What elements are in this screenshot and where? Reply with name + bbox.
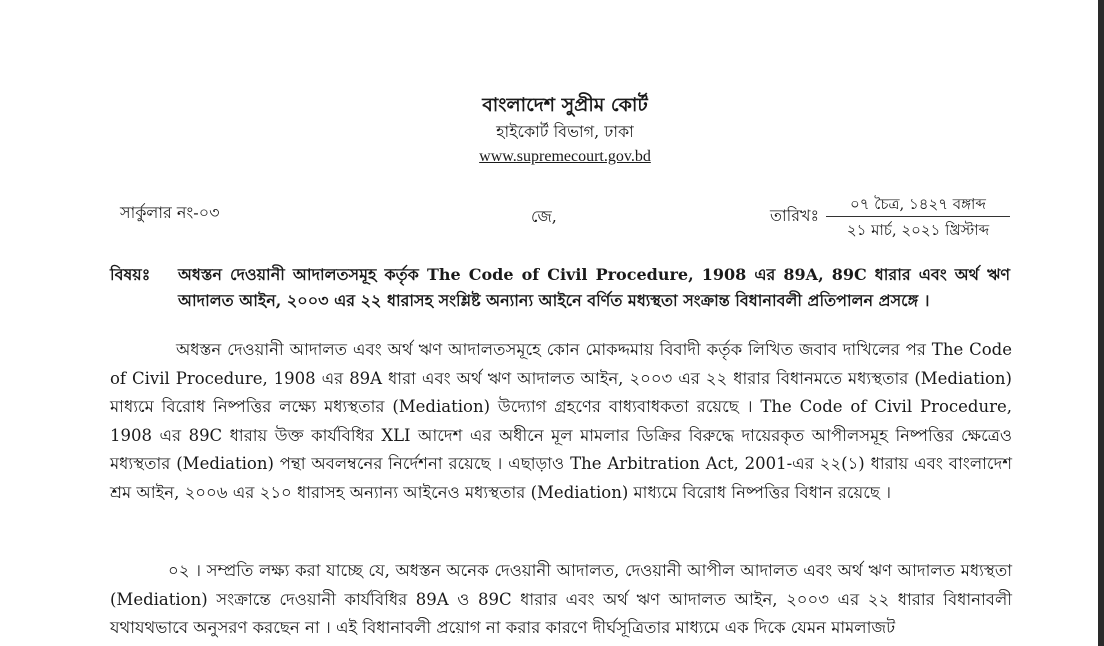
date-bangla: ০৭ চৈত্র, ১৪২৭ বঙ্গাব্দ — [826, 192, 1010, 217]
subject-block — [110, 262, 1010, 314]
subject-text: অধস্তন দেওয়ানী আদালতসমূহ কর্তৃক The Code of Civil Procedure, 1908 এর 89A, 89C ধারার এবং অর্থ ঋণ আদালত আইন, ২০০৩ এর ২২ ধারাসহ সংশ্লিষ্ট অন্যান্য আইনে বর্ণিত মধ্যস্থতা সংক্রান্ত বিধানাবলী প্রতিপালন প্রসঙ্গে । — [178, 265, 1010, 310]
date-label: তারিখঃ — [770, 206, 820, 225]
date-block — [826, 192, 1010, 243]
division-name: হাইকোর্ট বিভাগ, ঢাকা — [496, 122, 634, 141]
subject-label: বিষয়ঃ — [110, 265, 151, 284]
website-link[interactable]: www.supremecourt.gov.bd — [479, 148, 651, 165]
body-paragraph-2: ০২ । সম্প্রতি লক্ষ্য করা যাচ্ছে যে, অধস্তন অনেক দেওয়ানী আদালত, দেওয়ানী আপীল আদালত এবং অর্থ ঋণ আদালত মধ্যস্থতা (Mediation) সংক্রান্তে দেওয়ানী কার্যবিধির 89A ও 89C ধারার এবং অর্থ ঋণ আদালত আইন, ২০০৩ এর ২২ ধারার বিধানাবলী যথাযথভাবে অনুসরণ করছেন না । এই বিধানাবলী প্রয়োগ না করার কারণে দীর্ঘসূত্রিতার মাধ্যমে এক দিকে যেমন মামলাজট — [110, 561, 1012, 637]
date-gregorian: ২১ মার্চ, ২০২১ খ্রিস্টাব্দ — [846, 221, 990, 239]
body-paragraph-1: অধস্তন দেওয়ানী আদালত এবং অর্থ ঋণ আদালতসমূহে কোন মোকদ্দমায় বিবাদী কর্তৃক লিখিত জবাব দাখিলের পর The Code of Civil Procedure, 1908 এর 89A ধারা এবং অর্থ ঋণ আদালত আইন, ২০০৩ এর ২২ ধারার বিধানমতে মধ্যস্থতার (Mediation) মাধ্যমে বিরোধ নিষ্পত্তির লক্ষ্যে মধ্যস্থতার (Mediation) উদ্যোগ গ্রহণের বাধ্যবাধকতা রয়েছে । The Code of Civil Procedure, 1908 এর 89C ধারায় উক্ত কার্যবিধির XLI আদেশ এর অধীনে মূল মামলার ডিক্রির বিরুদ্ধে দায়েরকৃত আপীলসমূহ নিষ্পত্তির ক্ষেত্রেও মধ্যস্থতার (Mediation) পন্থা অবলম্বনের নির্দেশনা রয়েছে । এছাড়াও The Arbitration Act, 2001-এর ২২(১) ধারায় এবং বাংলাদেশ শ্রম আইন, ২০০৬ এর ২১০ ধারাসহ অন্যান্য আইনেও মধ্যস্থতার (Mediation) মাধ্যমে বিরোধ নিষ্পত্তির বিধান রয়েছে । — [110, 340, 1012, 502]
je-reference: জে, — [531, 207, 557, 226]
letterhead — [0, 92, 1104, 169]
court-name: বাংলাদেশ সুপ্রীম কোর্ট — [482, 94, 648, 116]
circular-number: সার্কুলার নং-০৩ — [120, 203, 220, 222]
